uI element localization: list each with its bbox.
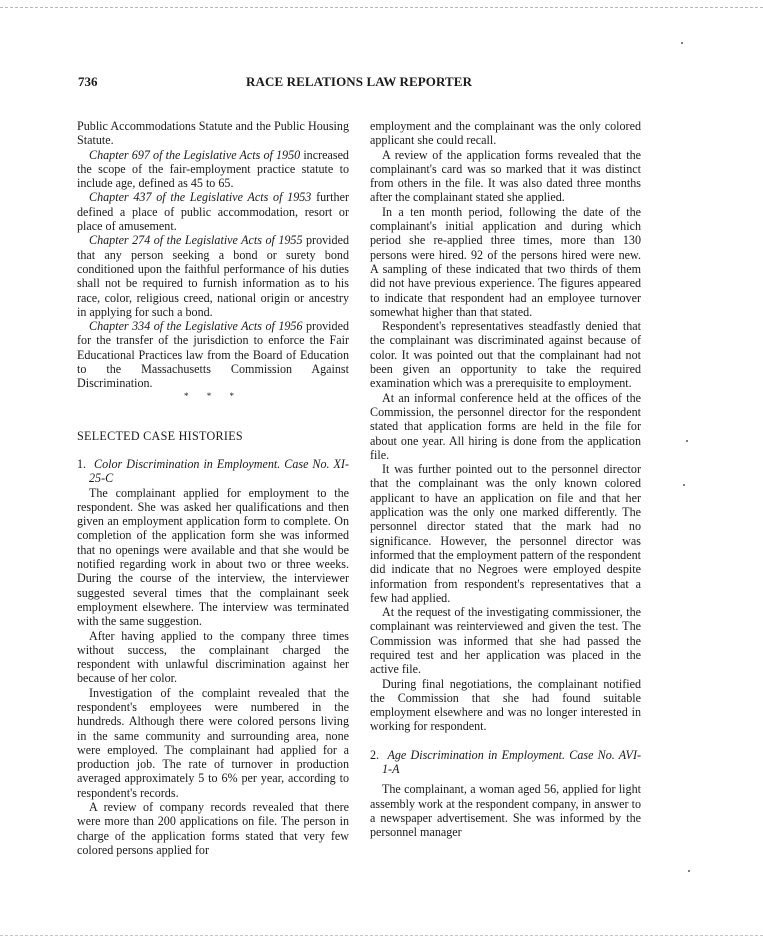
paragraph: In a ten month period, following the date of the complainant's initial application and during which period she re-applied three times, more than 130 persons were hired. 92 of the persons hired were new. A sampling of these indicated that two thirds of them did not have previous experience. The figures appeared to indicate that respondent had an employee turnover somewhat higher than that stated. [370, 204, 641, 319]
case-number: 1. [77, 456, 87, 471]
paragraph: Public Accommodations Statute and the Public Housing Statute. [77, 119, 349, 148]
statute-citation: Chapter 437 of the Legislative Acts of 1953 [89, 190, 312, 205]
right-column [370, 119, 641, 840]
paragraph: At the request of the investigating commissioner, the complainant was reinterviewed and given the test. The Commission was informed that she had passed the required test and her application was placed in the active file. [370, 605, 641, 677]
paragraph-text: increased the scope of the fair-employment practice statute to include age, defined as 45 to 65. [77, 147, 349, 191]
paragraph: At an informal conference held at the offices of the Commission, the personnel director for the respondent stated that application forms are held in the file for about one year. All hiring is done from the application file. [370, 390, 641, 462]
statute-citation: Chapter 334 of the Legislative Acts of 1956 [89, 319, 303, 334]
case-title: Age Discrimination in Employment. Case No. AVI-1-A [382, 747, 641, 777]
paragraph-text: provided for the transfer of the jurisdiction to enforce the Fair Educational Practices law from the Board of Education to the Massachusetts Commission Against Discrimination. [77, 319, 349, 391]
scan-speck [683, 484, 685, 486]
paragraph: It was further pointed out to the personnel director that the complainant was the only known colored applicant to have an application on file and that her application was the only one marked differently. The personnel director stated that the mark had no significance. However, the personnel director was informed that the employment pattern of the respondent did indicate that no Negroes were employed despite information from respondent's representatives that a few had applied. [370, 462, 641, 605]
page-number: 736 [78, 74, 98, 89]
paragraph: Investigation of the complaint revealed that the respondent's employees were numbered in the hundreds. Although there were colored persons living in the same community and surrounding area, none were employed. The complainant had applied for a production job. The rate of turnover in production averaged approximately 5 to 6% per year, according to respondent's records. [77, 685, 349, 800]
case-heading [77, 457, 349, 486]
paragraph: A review of the application forms revealed that the complainant's card was so marked that it was distinct from others in the file. It was also dated three months after the complainant stated she applied. [370, 147, 641, 205]
section-heading: SELECTED CASE HISTORIES [77, 428, 243, 443]
top-scan-edge [0, 7, 763, 8]
statute-citation: Chapter 697 of the Legislative Acts of 1950 [89, 147, 301, 162]
paragraph [77, 233, 349, 319]
paragraph: The complainant applied for employment to the respondent. She was asked her qualifications and then given an employment application form to complete. On completion of the application form she was informed that no openings were available and that she would be notified regarding work in about two or three weeks. During the course of the interview, the interviewer suggested several times that the complainant seek employment elsewhere. The interview was terminated with the same suggestion. [77, 485, 349, 629]
paragraph: Respondent's representatives steadfastly denied that the complainant was discriminated against because of color. It was pointed out that the complainant had not been given an opportunity to take the required examination which was a prerequisite to employment. [370, 319, 641, 391]
paragraph [77, 190, 349, 233]
statute-citation: Chapter 274 of the Legislative Acts of 1955 [89, 233, 303, 248]
running-title: RACE RELATIONS LAW REPORTER [246, 74, 473, 89]
paragraph: The complainant, a woman aged 56, applied for light assembly work at the respondent company, in answer to a newspaper advertisement. She was informed by the personnel manager [370, 782, 641, 840]
paragraph [77, 319, 349, 390]
paragraph: employment and the complainant was the only colored applicant she could recall. [370, 119, 641, 148]
case-heading [370, 748, 641, 777]
scan-speck [686, 440, 688, 442]
case-title: Color Discrimination in Employment. Case No. XI-25-C [89, 456, 349, 486]
paragraph: During final negotiations, the complainant notified the Commission that she had found suitable employment elsewhere and was no longer interested in working for respondent. [370, 676, 641, 734]
left-column [77, 119, 349, 857]
paragraph [77, 148, 349, 191]
paragraph: After having applied to the company three times without success, the complainant charged the respondent with unlawful discrimination against her because of her color. [77, 628, 349, 686]
case-number: 2. [370, 747, 380, 762]
paragraph-text: further defined a place of public accommodation, resort or place of amusement. [77, 190, 349, 234]
paragraph: A review of company records revealed that there were more than 200 applications on file. The person in charge of the application forms stated that very few colored persons applied for [77, 800, 349, 857]
scan-speck [681, 42, 683, 44]
scan-speck [688, 870, 690, 872]
paragraph-text: provided that any person seeking a bond or surety bond conditioned upon the faithful performance of his duties shall not be required to furnish information as to his race, color, religious creed, national origin or ancestry in applying for such a bond. [77, 233, 349, 319]
section-separator: * * * [184, 390, 242, 401]
bottom-scan-edge [0, 935, 763, 936]
